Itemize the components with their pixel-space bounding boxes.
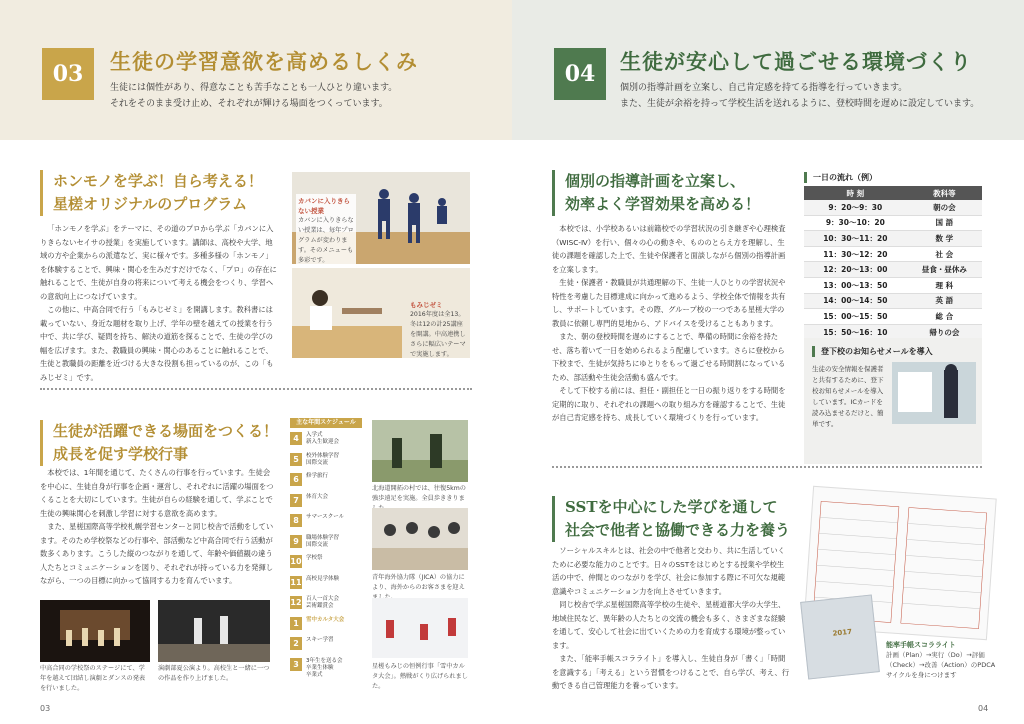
photo-cap-karuta: 星槎もみじの恒例行事「雪中カルタ大会」。熱戦がくり広げられました。 [372, 663, 468, 690]
event-label: 体育大会 [306, 493, 329, 500]
schedule-time: 9：30〜10：20 [804, 215, 907, 231]
table-header-time: 時 刻 [804, 186, 907, 200]
month-number: 12 [290, 598, 302, 607]
month-number: 7 [290, 494, 302, 507]
sec2-title: 生徒が活躍できる場面をつくる！ 成長を促す学校行事 [40, 420, 278, 466]
event-label: 高校見学体験 [306, 575, 340, 582]
month-events [302, 432, 339, 446]
planner-year: 2017 [832, 627, 853, 638]
month-events [302, 535, 339, 549]
left-header [0, 0, 512, 140]
event-label: 校外体験学習 [306, 452, 340, 459]
photo-cap-hiking: 北海道開拓の村では、往復5kmの強歩遠足を実施。全員歩ききりま [372, 485, 466, 502]
photo-ic-card [892, 362, 976, 424]
mail-text: 生徒の安全情報を保護者と共有するために、登下校お知らせメールを導入しています。ICカードを読み込ませるだけと、簡単です。 [812, 365, 884, 428]
daily-schedule-title: 一日の流れ（例） [804, 172, 877, 183]
timeline-month [290, 596, 339, 610]
month-events [302, 617, 344, 624]
month-number: 1 [290, 617, 302, 630]
timeline-month [290, 637, 334, 650]
schedule-row [804, 231, 982, 247]
month-events [302, 453, 339, 467]
schedule-time: 12：20〜13：00 [804, 262, 907, 278]
event-label: 修学旅行 [306, 473, 329, 479]
timeline-month [290, 514, 344, 527]
schedule-row [804, 215, 982, 231]
schedule-row [804, 293, 982, 309]
event-label: 入学式 [306, 432, 323, 438]
month-number: 10 [290, 557, 302, 566]
month-number: 8 [290, 514, 302, 527]
timeline-month [290, 432, 339, 446]
mail-title: 登下校のお知らせメールを導入 [812, 346, 933, 357]
schedule-time: 9：20〜9：30 [804, 200, 907, 215]
month-number: 4 [290, 432, 302, 445]
timeline-month [290, 658, 343, 679]
schedule-subject: 昼食・昼休み [907, 262, 982, 278]
event-label: 国際交流 [306, 541, 329, 548]
planner-caption: 能率手帳スコラライト 計画（Plan）→実行（Do）→評価（Check）→改善（Action）のPDCAサイクルを身につけます [886, 641, 996, 679]
schedule-timeline [290, 428, 362, 678]
month-number: 6 [290, 473, 302, 486]
event-label: 職場体験学習 [306, 534, 340, 541]
month-number: 11 [290, 577, 302, 587]
timeline-month [290, 453, 339, 467]
event-label: 卒業生体験 [306, 664, 334, 671]
event-label: サマースクール [306, 514, 345, 520]
month-events [302, 514, 344, 521]
right-header-desc: 個別の指導計画を立案し、自己肯定感を持てる指導を行っていきます。 また、生徒が余裕を持って学校生活を送れるように、登校時間を遅めに設定しています。 [620, 83, 980, 109]
event-label: 百人一首大会 [306, 596, 340, 602]
sec1-title: ホンモノを学ぶ！自ら考える！ 星槎オリジナルのプログラム [40, 170, 263, 216]
stage-cap-drama: 演劇部夏公演より。高校生と一緒に一つの作品を作り上げました。 [158, 665, 270, 682]
schedule-subject: 総 合 [907, 309, 982, 325]
schedule-row [804, 262, 982, 278]
photo2-caption: もみじゼミ 2016年度は全13。冬は12の計25講座を開講。中高連携しさらに幅広いテーマで実施します。 [410, 301, 466, 358]
schedule-subject: 帰りの会 [907, 324, 982, 340]
table-header-subject: 教科等 [907, 186, 982, 200]
schedule-subject: 英 語 [907, 293, 982, 309]
photo-drama-club [158, 600, 270, 662]
annual-schedule [290, 418, 362, 680]
r-sec2-title: SSTを中心にした学びを通して 社会で他者と協働できる力を養う [552, 496, 790, 542]
event-label: 3年生を送る会 [306, 657, 343, 664]
photo-cap-jica: 青年海外協力隊（JICA）の協力により、海外からのお客さまを迎え [372, 574, 465, 591]
page-number-right: 04 [978, 704, 989, 713]
page-number-left: 03 [40, 704, 51, 713]
section-number-03: 03 [42, 48, 94, 100]
event-label: 雪中カルタ大会 [306, 616, 345, 623]
month-events [302, 658, 343, 679]
schedule-row [804, 277, 982, 293]
timeline-month [290, 576, 339, 589]
sec1-body: 「ホンモノを学ぶ」をテーマに、その道のプロから学ぶ「カバンに入りきらないセイサの授業」を実施しています。講師は、高校や大学、地域の方や企業からの派遣など、実に様々です。多種多様の「ホンモノ」を体験することで、興味・関心を生みだすだけでなく、「プロ」の存在に触れることで、生徒が自身の将来について考える機会をつくり、学習への意欲向上につなげています。 この他に、中高合同で行う「もみじゼミ」を開講します。教科書には載っていない、身近な題材を取り上げ、学年の壁を越えての授業を行う中で、共に学び、疑問を持ち、解決の道筋を探ることで、生徒の学びの幅を広げます。また、教職員の興味・関心のあることに触れることで、生徒と教職員の距離を近づける大きな役割も担っているのが、この「もみじゼミ」です。 [40, 224, 277, 382]
timeline-month [290, 535, 339, 549]
photo-hiking [372, 420, 468, 482]
month-number: 5 [290, 453, 302, 466]
schedule-time: 11：30〜12：20 [804, 246, 907, 262]
event-label: 学校祭 [306, 555, 323, 561]
section-number-04: 04 [554, 48, 606, 100]
photo-jica [372, 508, 468, 570]
daily-schedule-table [804, 186, 982, 340]
mail-box [804, 338, 982, 464]
month-events [302, 596, 339, 610]
r-sec1-body: 本校では、小学校あるいは前籍校での学習状況の引き継ぎや心理検査（WISC-Ⅳ）を行い、個々の心の動きや、もののとらえ方を理解し、生徒の課題を確認した上で、生徒や保護者と面談しながら個別の指導計画を立案します。 生徒・保護者・教職員が共通理解の下、生徒一人ひとりの学習状況や特性を考慮した目標達成に向かって進めるよう、学校全体で情報を共有し、サポートしています。その際、グループ校の一つである星槎大学の教員に依頼し専門的見地から、アドバイスを受けることもあります。 また、朝の登校時間を遅めにすることで、準備の時間に余裕を持たせ、落ち着いて一日を始められるよう配慮しています。さらに登校から下校まで、生徒が気持ちにゆとりをもって過ごせる時間割になっているため、部活動や生徒会活動も盛んです。 そして下校する前には、担任・副担任と一日の振り返りをする時間を定期的に取り、それぞれの課題への取り組み方を確認することで、生徒が自己肯定感を持ち、成長していく環境づくりを行っています。 [552, 224, 786, 422]
month-number: 3 [290, 658, 302, 671]
photo-stage-festival [40, 600, 150, 662]
r-sec2-body: ソーシャルスキルとは、社会の中で他者と交わり、共に生活していくために必要な能力のことです。日々のSSTをはじめとする授業や学校生活の中で、仲間とのつながりを学び、社会に参加する際に不可欠な規範意識やコミュニケーション力を向上させていきます。 同じ校舎で学ぶ星槎国際高等学校の生徒や、星槎道都大学の大学生、地域住民など、異年齢の人たちとの交流の機会も多く、さまざまな経験を通して、安心して社会に出ていくための力を育成する環境が整っています。 また、「能率手帳スコラライト」を導入し、生徒自身が「書く」「時間を意識する」「考える」という習慣をつけることで、自ら学び、考え、行動できる自己管理能力を養っています。 [552, 546, 790, 690]
schedule-row [804, 309, 982, 325]
timeline-month [290, 494, 328, 507]
event-label: 卒業式 [306, 671, 323, 678]
timeline-month [290, 617, 344, 630]
schedule-subject: 国 語 [907, 215, 982, 231]
event-label: 芸術鑑賞会 [306, 603, 334, 609]
month-events [302, 555, 323, 562]
schedule-time: 14：00〜14：50 [804, 293, 907, 309]
month-events [302, 473, 328, 480]
right-header-title: 生徒が安心して過ごせる環境づくり [620, 49, 972, 74]
planner-cover [800, 594, 880, 679]
timeline-month [290, 473, 328, 486]
right-header [512, 0, 1024, 140]
month-number: 9 [290, 535, 302, 548]
schedule-time: 10：30〜11：20 [804, 231, 907, 247]
event-label: 国際交流 [306, 459, 329, 466]
event-label: 新入生歓迎会 [306, 439, 340, 445]
right-page [512, 0, 1024, 724]
left-header-desc: 生徒には個性があり、得意なことも苦手なことも一人ひとり違います。 それをそのまま受け止め、それぞれが輝ける場面をつくっています。 [110, 83, 398, 109]
right-divider [552, 466, 982, 468]
stage-cap-festival: 中高合同の学校祭のステージにて、学年を越えて団結し演劇とダンスの発表を行いました。 [40, 665, 146, 692]
schedule-subject: 朝の会 [907, 200, 982, 215]
left-header-title: 生徒の学習意欲を高めるしくみ [110, 49, 418, 74]
month-events [302, 494, 328, 501]
photo1-caption: カバンに入りきらない授業 カバンに入りきらない授業は、毎年プログラムが変わります。そのメニューも多彩です。 [296, 194, 356, 268]
month-number: 2 [290, 637, 302, 650]
photo-snow-karuta [372, 598, 468, 658]
sec2-body: 本校では、1年間を通じて、たくさんの行事を行っています。生徒会を中心に、生徒自身が行事を企画・運営し、それぞれに活躍の場面をつくることを大切にしています。生徒が自らの経験を通して、学ぶことで生徒の興味関心を刺激し学習に対する意欲を高めます。 また、星槎国際高等学校札幌学習センターと同じ校舎で活動をしています。そのため学校祭などの行事や、部活動など中高合同で行う活動が数多くあります。こうした縦のつながりを通して、年齢や価値観の違う人たちとコミュニケーションを図り、それぞれが持っている力を発揮しながら、一つの目標に向かって協同する力を育んでいます。 [40, 468, 274, 585]
schedule-row [804, 200, 982, 215]
schedule-row [804, 246, 982, 262]
event-label: スキー学習 [306, 637, 334, 643]
schedule-time: 15：00〜15：50 [804, 309, 907, 325]
r-sec1-title: 個別の指導計画を立案し、 効率よく学習効果を高める！ [552, 170, 760, 216]
timeline-month [290, 555, 323, 568]
schedule-time: 13：00〜13：50 [804, 277, 907, 293]
schedule-subject: 社 会 [907, 246, 982, 262]
schedule-subject: 数 学 [907, 231, 982, 247]
month-events [302, 576, 339, 583]
schedule-title: 主な年間スケジュール [290, 418, 362, 428]
schedule-time: 15：50〜16：10 [804, 324, 907, 340]
schedule-subject: 理 科 [907, 277, 982, 293]
left-divider [40, 388, 472, 390]
month-events [302, 637, 334, 644]
